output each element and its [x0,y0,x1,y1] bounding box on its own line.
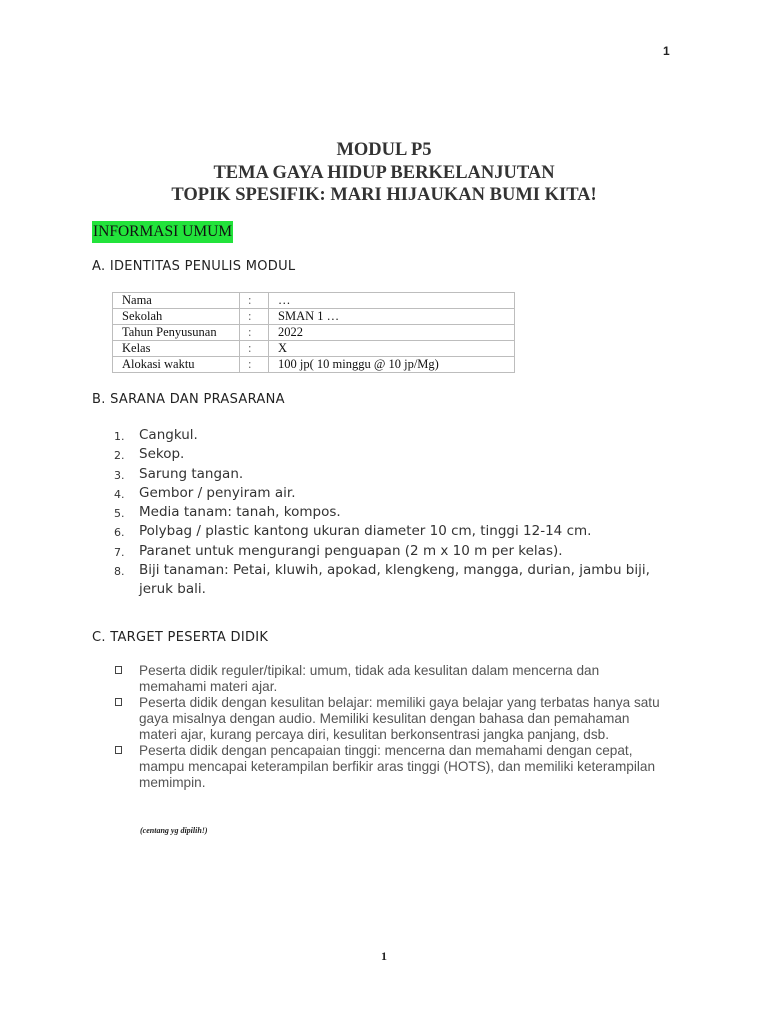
list-number: 4. [114,487,125,501]
row-value: SMAN 1 … [269,309,515,325]
page-number-bottom: 1 [381,949,387,963]
list-item [114,426,679,445]
list-item-text: Biji tanaman: Petai, kluwih, apokad, klengkeng, mangga, durian, jambu biji, jeruk bali. [139,562,650,598]
table-row [113,357,515,373]
list-item [114,484,679,503]
informasi-umum-heading: INFORMASI UMUM [92,221,233,243]
section-b-heading: B. SARANA DAN PRASARANA [92,392,285,407]
list-item [114,503,679,522]
title-line-topik: TOPIK SPESIFIK: MARI HIJAUKAN BUMI KITA! [171,185,597,205]
list-item-text: Polybag / plastic kantong ukuran diameter 10 cm, tinggi 12-14 cm. [139,523,592,540]
list-number: 1. [114,430,125,443]
list-number: 7. [114,545,125,559]
section-c-heading: C. TARGET PESERTA DIDIK [92,630,269,645]
list-number: 2. [114,449,125,463]
row-label: Sekolah [113,309,240,325]
identitas-table [112,292,515,373]
table-row [113,341,515,357]
list-item [114,542,679,561]
list-number: 8. [114,565,125,579]
list-item-text: Media tanam: tanah, kompos. [139,504,341,521]
list-number: 6. [114,526,125,540]
table-row [113,325,515,341]
row-separator: : [240,293,269,309]
list-item-text: Sekop. [139,446,185,463]
row-value: X [269,341,515,357]
list-item [139,743,669,791]
document-title [0,139,768,207]
row-label: Alokasi waktu [113,357,240,373]
checkbox-icon[interactable] [115,746,122,754]
row-separator: : [240,325,269,341]
checkbox-icon[interactable] [115,698,122,706]
list-item-text: Gembor / penyiram air. [139,484,296,501]
row-label: Tahun Penyusunan [113,325,240,341]
list-item [139,663,669,695]
row-value: … [269,293,515,309]
table-row [113,309,515,325]
list-number: 3. [114,468,125,482]
row-separator: : [240,341,269,357]
row-separator: : [240,357,269,373]
list-item-text: Peserta didik reguler/tipikal: umum, tidak ada kesulitan dalam mencerna dan memahami materi ajar. [139,663,600,694]
table-row [113,293,515,309]
list-item [114,445,679,464]
section-a-heading: A. IDENTITAS PENULIS MODUL [92,259,296,274]
title-line-modul: MODUL P5 [336,140,432,160]
list-number: 5. [114,507,125,521]
row-value: 2022 [269,325,515,341]
sarana-list [114,426,679,600]
list-item-text: Sarung tangan. [139,465,244,482]
row-label: Kelas [113,341,240,357]
row-label: Nama [113,293,240,309]
list-item-text: Peserta didik dengan kesulitan belajar: memiliki gaya belajar yang terbatas hanya satu gaya misalnya dengan audio. Memiliki kesulitan dengan bahasa dan pemahaman materi ajar, kurang percaya diri, kesulitan berkonsentrasi jangka panjang, dsb. [139,695,660,742]
list-item-text: Paranet untuk mengurangi penguapan (2 m x 10 m per kelas). [139,542,563,559]
list-item-text: Peserta didik dengan pencapaian tinggi: mencerna dan memahami dengan cepat, mampu mencapai keterampilan berfikir aras tinggi (HOTS), dan memiliki keterampilan memimpin. [139,743,655,790]
list-item [114,522,679,541]
target-peserta-list [139,663,669,791]
title-line-tema: TEMA GAYA HIDUP BERKELANJUTAN [213,162,555,183]
row-value: 100 jp( 10 minggu @ 10 jp/Mg) [269,357,515,373]
page-number-top: 1 [663,44,670,58]
list-item [114,465,679,484]
list-item-text: Cangkul. [139,427,198,443]
row-separator: : [240,309,269,325]
list-item [114,561,679,600]
checklist-note: (centang yg dipilih!) [140,826,208,835]
list-item [139,695,669,743]
checkbox-icon[interactable] [115,666,122,674]
